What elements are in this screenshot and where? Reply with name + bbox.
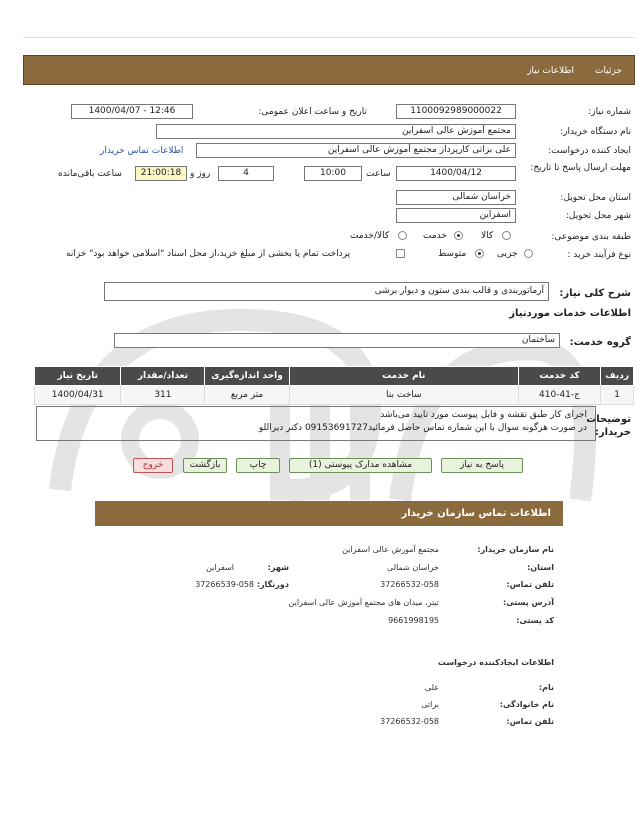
items-table [34,366,634,405]
need-number-label: شماره نیاز: [588,107,631,117]
process-minor-radio[interactable] [524,249,533,258]
day-label: روز و [190,169,211,179]
top-nav-bar [23,55,635,85]
requester-last-name-value: براتی [421,700,439,709]
buyer-name-field: مجتمع آموزش عالی اسفراین [156,124,516,139]
contact-fax-label: دورنگار: [256,580,289,589]
col-qty: تعداد/مقدار [121,367,205,386]
remaining-label: ساعت باقی‌مانده [58,169,122,179]
days-count-field: 4 [218,166,274,181]
group-field: ساختمان [114,333,560,348]
province-label: استان محل تحویل: [560,193,631,203]
table-header-row [35,367,634,386]
cell-unit: متر مربع [205,386,289,405]
requester-last-name-label: نام خانوادگی: [499,700,554,709]
buyer-notes-label: توضیحات خریدار: [586,414,631,438]
top-divider [23,37,635,38]
cell-code: ج-41-410 [518,386,600,405]
contact-org-label: نام سازمان خریدار: [477,545,554,554]
services-title: اطلاعات خدمات مورد‌نیاز [509,308,631,319]
buyer-name-label: نام دستگاه خریدار: [560,127,631,137]
need-number-field: 1100092989000022 [396,104,516,119]
attachments-button[interactable]: مشاهده مدارک پیوستی (1) [289,458,432,473]
contact-city-value: اسفراین [206,563,234,572]
requester-phone-value: 37266532-058 [380,717,439,726]
announce-field: 1400/04/07 - 12:46 [71,104,193,119]
buyer-notes-line1: اجرای کار طبق نقشه و فایل پیوست مورد تایید می‌باشد [380,410,587,420]
category-service-radio[interactable] [454,231,463,240]
contact-header [95,501,563,526]
contact-address-value: تیتر، میدان های مجتمع آموزش عالی اسفراین [288,598,439,607]
buyer-contact-link[interactable]: اطلاعات تماس خریدار [100,146,184,156]
buyer-notes-line2: در صورت هرگونه سوال با این شماره تماس حاصل فرمائید09153691727 دکتر دیراللو [258,423,587,433]
deadline-label-text: مهلت ارسال پاسخ تا تاریخ: [530,163,631,173]
summary-field: آرماتوربندی و قالب بندی ستون و دیوار برشی [104,282,549,301]
nav-need-info-link[interactable]: اطلاعات نیاز [527,66,574,76]
creator-field: علی براتی کارپرداز مجتمع آموزش عالی اسفراین [196,143,516,158]
watermark-logo [40,300,600,510]
requester-phone-label: تلفن تماس: [506,717,554,726]
requester-first-name-value: علی [424,683,439,692]
contact-province-value: خراسان شمالی [386,563,439,572]
category-both-radio[interactable] [398,231,407,240]
contact-postal-value: 9661998195 [388,616,439,625]
contact-address-label: آدرس پستی: [503,598,554,607]
deadline-label [530,162,631,175]
requester-title: اطلاعات ایجاد‌کننده درخواست [437,658,554,667]
process-medium-radio[interactable] [475,249,484,258]
print-button[interactable]: چاپ [236,458,280,473]
category-goods-radio[interactable] [502,231,511,240]
city-field: اسفراین [396,208,516,223]
col-code: کد خدمت [518,367,600,386]
category-service-label: خدمت [423,231,447,241]
nav-details-link[interactable]: جزئیات [595,66,622,76]
payment-checkbox[interactable] [396,249,405,258]
deadline-date-field: 1400/04/12 [396,166,516,181]
summary-label: شرح کلی نیاز: [559,288,631,299]
contact-province-label: استان: [527,563,554,572]
deadline-time-field: 10:00 [304,166,362,181]
col-unit: واحد اندازه‌گیری [205,367,289,386]
cell-qty: 311 [121,386,205,405]
col-date: تاریخ نیاز [35,367,121,386]
back-button[interactable]: بازگشت [183,458,227,473]
category-label: طبقه بندی موضوعی: [551,232,631,242]
payment-note: پرداخت تمام یا بخشی از مبلغ خرید،از محل اسناد "اسلامی خواهد بود" خزانه [66,249,351,259]
cell-name: ساخت بنا [289,386,518,405]
buyer-notes-box [36,406,596,441]
contact-title: اطلاعات تماس سازمان خریدار [401,508,551,519]
col-name: نام خدمت [289,367,518,386]
contact-fax-value: 37266539-058 [195,580,254,589]
contact-phone-value: 37266532-058 [380,580,439,589]
contact-city-label: شهر: [267,563,289,572]
category-both-label: کالا/خدمت [350,231,390,241]
col-row: ردیف [601,367,634,386]
category-goods-label: کالا [481,231,494,241]
creator-label: ایجاد کننده درخواست: [548,146,631,156]
requester-first-name-label: نام: [538,683,554,692]
exit-button[interactable]: خروج [133,458,173,473]
table-row [35,386,634,405]
cell-row: 1 [601,386,634,405]
contact-org-value: مجتمع آموزش عالی اسفراین [342,545,439,554]
contact-phone-label: تلفن تماس: [506,580,554,589]
process-label: نوع فرآیند خرید : [567,250,631,260]
process-medium-label: متوسط [438,249,467,259]
city-label: شهر محل تحویل: [565,211,631,221]
announce-label: تاریخ و ساعت اعلان عمومی: [258,107,367,117]
process-minor-label: جزیی [497,249,518,259]
contact-postal-label: کد پستی: [516,616,554,625]
cell-date: 1400/04/31 [35,386,121,405]
group-label: گروه خدمت: [569,337,631,348]
province-field: خراسان شمالی [396,190,516,205]
remaining-time-field: 21:00:18 [135,166,187,181]
reply-button[interactable]: پاسخ به نیاز [441,458,523,473]
deadline-time-label: ساعت [366,169,391,179]
